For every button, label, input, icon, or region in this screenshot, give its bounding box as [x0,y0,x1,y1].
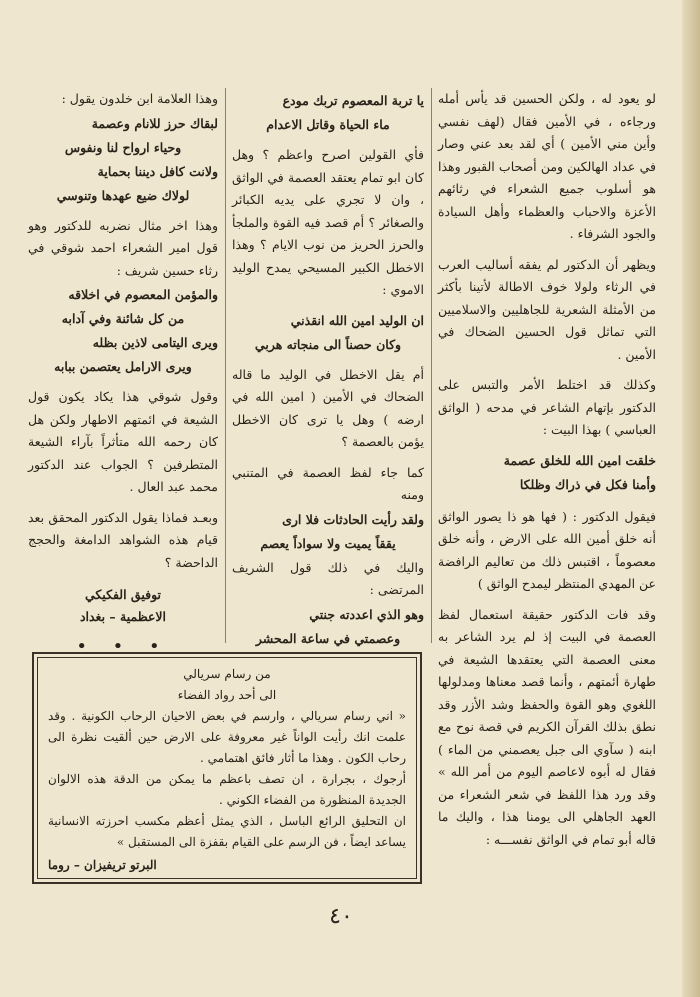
page-number: ٤٠ [329,904,353,929]
left-column [28,88,218,659]
paragraph: وقول شوقي هذا يكاد يكون قول الشيعة في ائمتهم الاطهار ولكن هل كان رحمه الله متأثراً بآراء الشيعة المتطرفين ؟ الجواب عند الدكتور محمد عبد العال . [28,389,218,494]
letter-signature: البرتو تريفيزان – روما [48,858,157,872]
author-name: توفيق الفكيكي [84,587,162,602]
verse-line: يا تربة المعصوم تربك مودع [282,93,424,108]
paragraph: أم يقل الاخطل في الوليد ما قاله الضحاك في الأمين ( امين الله في ارضه ) وهل يا ترى كان الاخطل يؤمن بالعصمة ؟ [232,366,424,449]
letter-paragraph: أرجوك ، بجرارة ، ان تصف باعظم ما يمكن من الدقة هذه الالوان الجديدة المنظورة من الفضاء الكوني . [48,772,406,807]
verse-line: خلقت امين الله للخلق عصمة [503,452,656,468]
verse-line: وعصمتي في ساعة المحشر [255,630,401,646]
letter-from: من رسام سريالي [183,667,271,681]
paragraph: وهذا العلامة ابن خلدون يقول : [61,91,218,106]
middle-column [232,88,424,652]
letter-to: الى أحد رواد الفضاء [177,688,277,702]
paragraph: فيقول الدكتور : ( فها هو ذا يصور الواثق أنه خلق أمين الله على الارض ، وأنه خلق معصوماً ، اقتبس ذلك من تعاليم الرافضة عن المهدي المنتظر ليمدح الواثق ) [438,508,656,591]
verse-line: لولاك ضيع عهدها وتنوسي [56,187,190,203]
column-divider [225,88,226,643]
verse-line: ويرى اليتامى لاذين بظله [92,335,218,350]
paragraph: ويظهر أن الدكتور لم يفقه أساليب العرب في الرثاء ولولا خوف الاطالة لأتينا بأكثر من الأمثلة الشعرية للجاهليين والاسلاميين التي تماثل قول الحسين الضحاك في الأمين . [438,256,656,362]
paragraph: كما جاء لفظ العصمة في المتنبي ومنه [232,464,424,502]
verse-line: ان الوليد امين الله انقذني [290,312,424,328]
verse-line: من كل شائنة وفي آدابه [61,311,185,326]
paragraph: وبعـد فماذا يقول الدكتور المحقق بعد قيام هذه الشواهد الدامغة والحجج الداحضة ؟ [28,509,218,570]
verse-line: وحياء ارواح لنا ونفوس [64,139,182,155]
verse-line: لبقاك حرز للانام وعصمة [91,115,218,131]
right-column [438,88,656,859]
paragraph: فأي القولين اصرح واعظم ؟ وهل كان ابو تمام يعتقد العصمة في الواثق ، وان لا تجري على يديه الكبائر والصغائر ؟ أم قصد فيه القوة والملجأ والحرز الحريز من نوب الايام ؟ وهذا الاخطل الكبير المسيحي يمدح الوليد الاموي : [232,147,424,297]
letter-content [37,657,417,879]
paragraph: وكذلك قد اختلط الأمر والتبس على الدكتور بإتهام الشاعر في مدحه ( الواثق العباسي ) بهذا البيت : [438,377,656,437]
section-separator: • • • [76,636,170,657]
letter-box [32,652,422,884]
column-divider [431,88,432,643]
paragraph: لو يعود له ، ولكن الحسين قد يأس أمله ورجاءه ، في الأمين فقال (لهف نفسي وأين مني الأمين ) أي لقد بعد عني وصار في عداد الهالكين ومن أصحاب القبور وهذا هو أسلوب جميع الشعراء في رثائهم الأعزة والاحباب والعظماء وأهل السيادة والجود الشرفاء . [438,91,656,241]
paragraph: واليك في ذلك قول الشريف المرتضى : [232,559,424,597]
verse-line: وأمنا فكل في ذراك وظلكا [519,476,656,492]
verse-line: ويرى الارامل يعتصمن ببابه [54,359,192,374]
verse-line: يققاً يميت ولا سواداً يعصم [260,535,396,551]
verse-line: ماء الحياة وقاتل الاعدام [266,117,390,132]
verse-line: ولقد رأيت الحادثات فلا ارى [282,511,424,527]
paragraph: وهذا اخر مثال نضربه للدكتور وهو قول امير الشعراء احمد شوقي في رثاء حسين شريف : [28,217,218,278]
verse-line: والمؤمن المعصوم في اخلاقه [68,287,218,302]
verse-line: وهو الذي اعددته جنتي [309,606,424,622]
verse-line: وكان حصناً الى منجاته هربي [254,336,402,352]
verse-line: ولانت كافل ديننا بحماية [97,163,218,179]
paragraph: وقد فات الدكتور حقيقة استعمال لفظ العصمة في البيت إذ لم يرد الشاعر به معنى العصمة التي يعتقدها الشيعة في طهارة أئمتهم ، وأنما قصد معناها ومدلولها اللغوي وهو القوة والحفظ وشد الأزر وقد نطق بذلك القرآن الكريم في قصة نوح مع ابنه ( سآوي الى جبل يعصمني من الماء ) فقال له أبوه لاعاصم اليوم من أمر الله » وقد ورد هذا اللفظ في شعر الشعراء من العهد الجاهلي الى يومنا هذا ، واليك ما قاله أبو تمام في الواثق نفســـه : [438,606,656,847]
letter-paragraph: « اني رسام سريالي ، وارسم في بعض الاحيان الرحاب الكونية . وقد علمت انك رأيت الواناً غير معروفة على الارض حين ألقيت نظرة الى رحاب الكون . وهذا ما أثار فائق اهتمامي . [48,709,406,765]
author-location: الاعظمية – بغداد [79,609,167,624]
letter-paragraph: ان التحليق الرائع الباسل ، الذي يمثل أعظم مكسب احرزته الانسانية يساعد ايضاً ، فن الرسم على القيام بقفزة الى المستقبل » [48,814,406,849]
